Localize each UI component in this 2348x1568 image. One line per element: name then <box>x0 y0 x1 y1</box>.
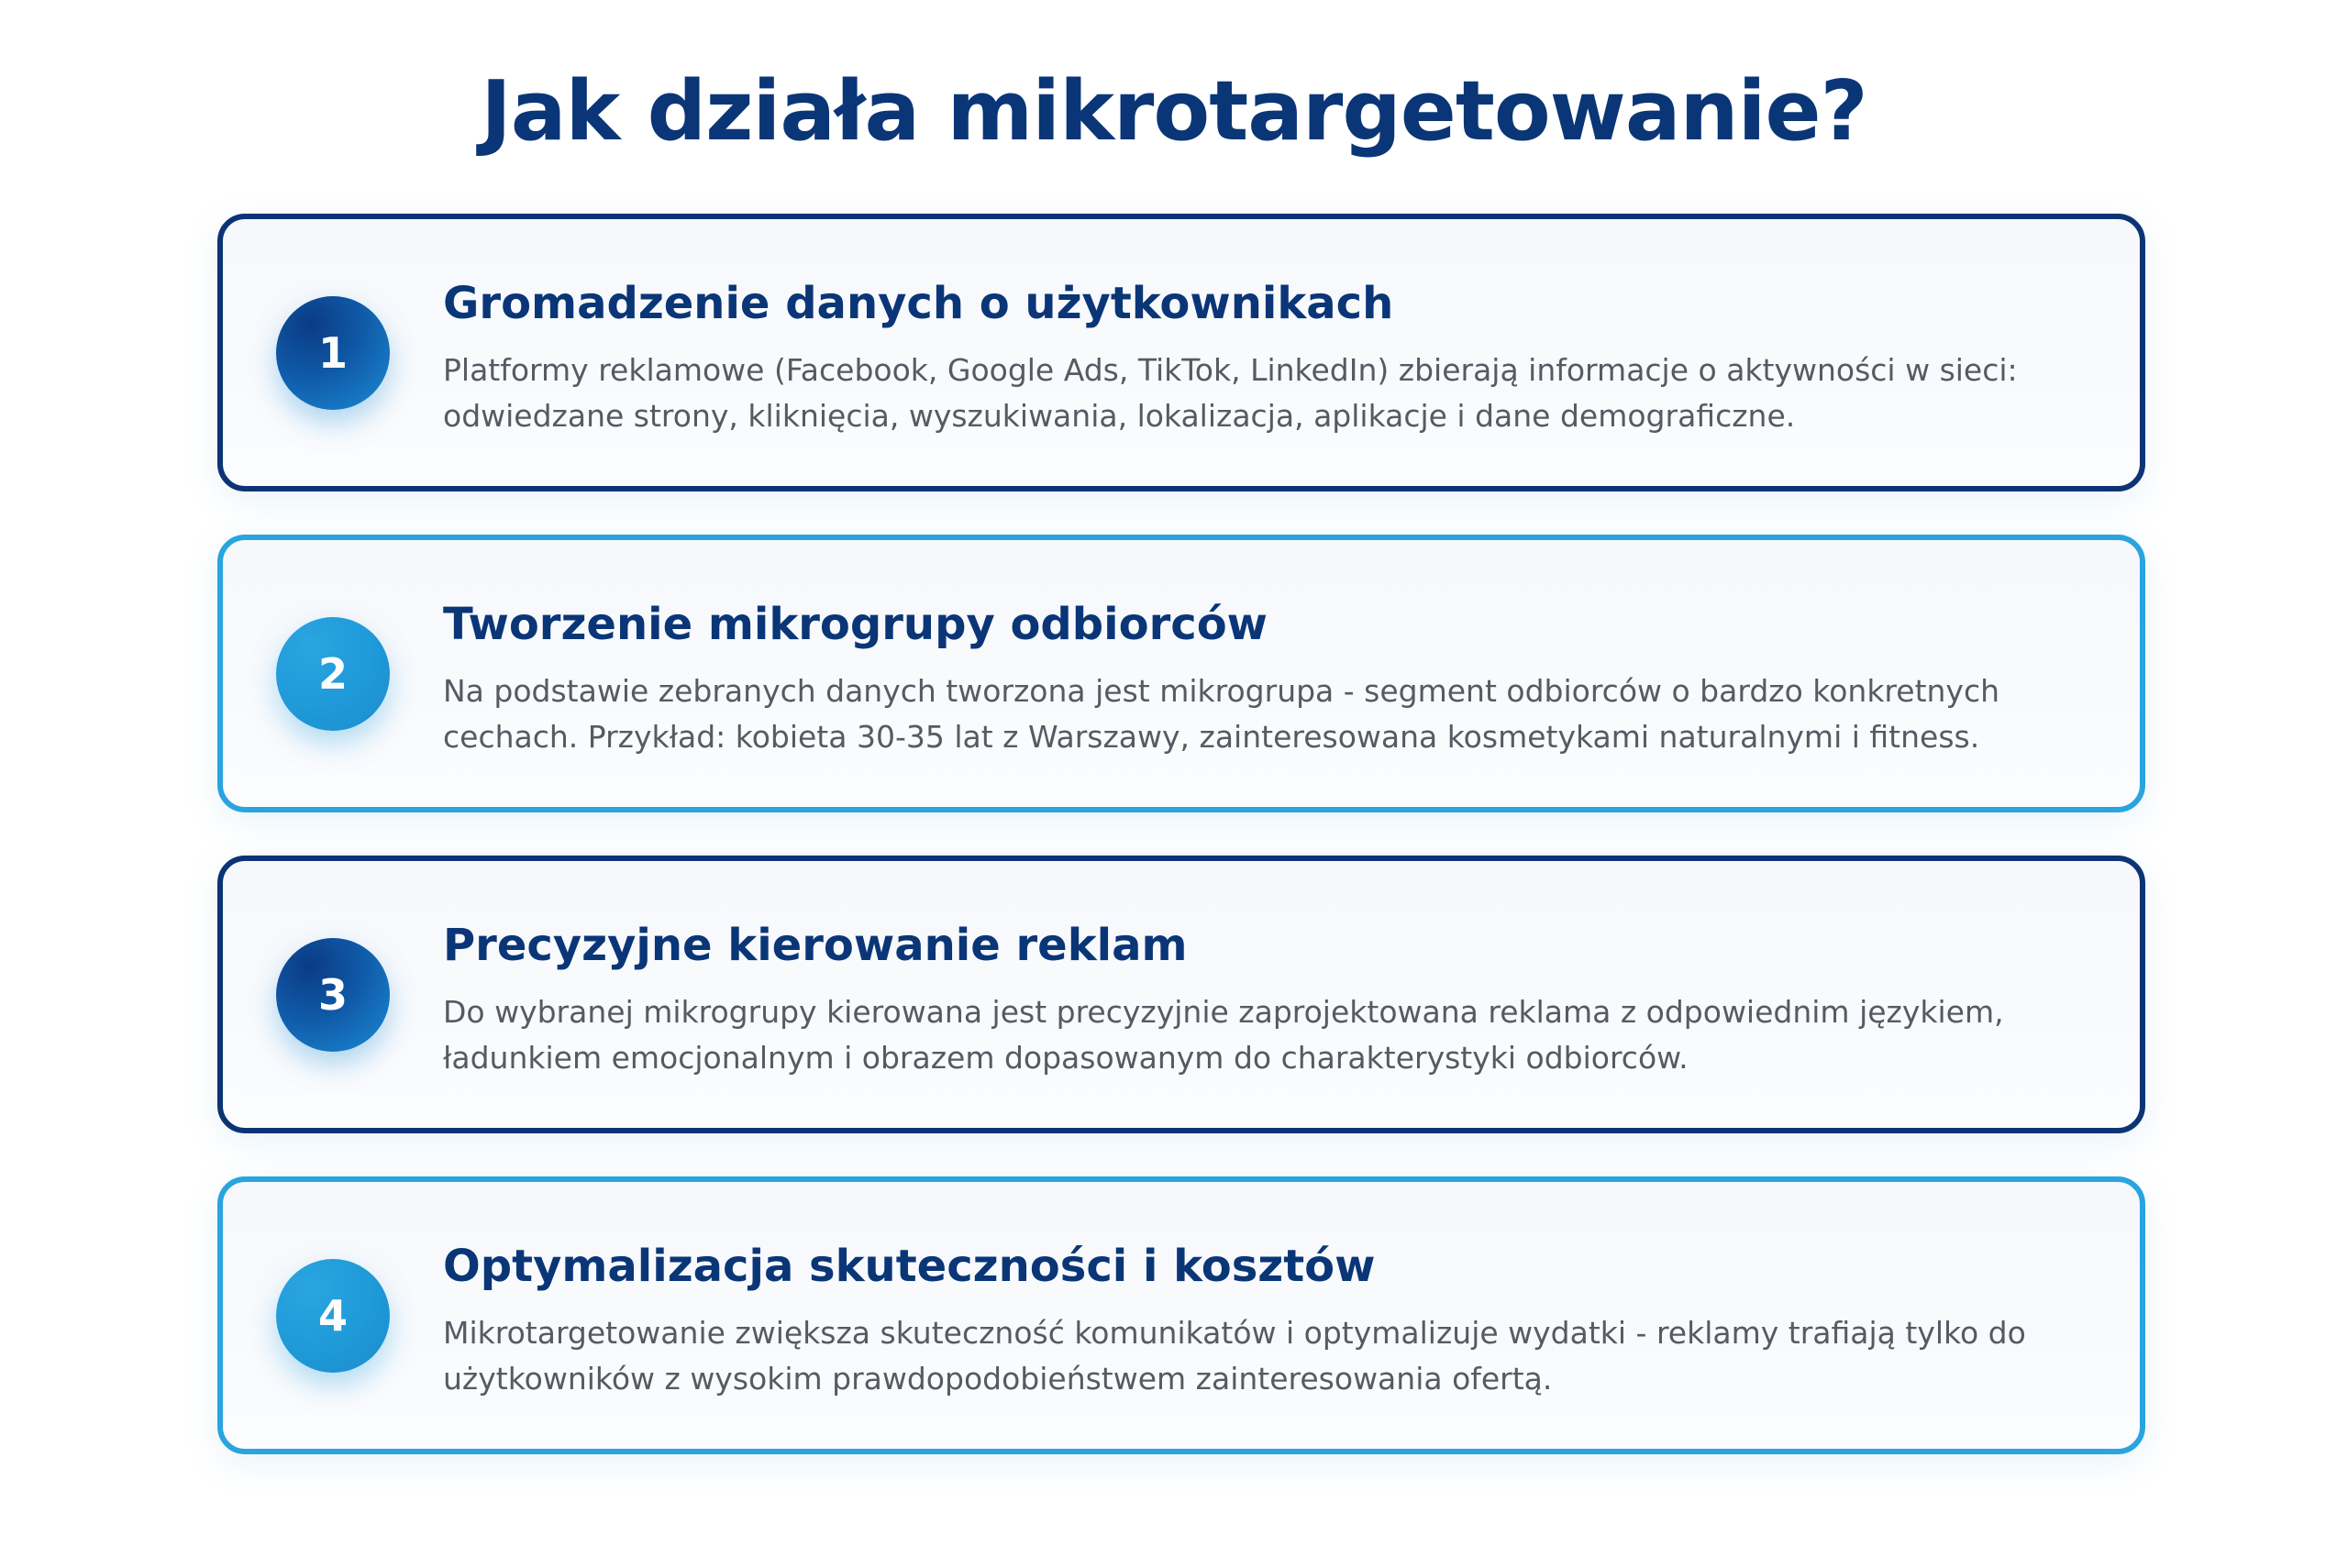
step-number-badge: 1 <box>276 296 390 410</box>
step-card-4 <box>217 1176 2145 1454</box>
step-number-badge: 3 <box>276 938 390 1052</box>
step-title: Optymalizacja skuteczności i kosztów <box>443 1241 1376 1292</box>
step-card-3 <box>217 856 2145 1133</box>
page-title: Jak działa mikrotargetowanie? <box>481 63 1867 160</box>
step-title: Tworzenie mikrogrupy odbiorców <box>443 599 1268 650</box>
step-description: Platformy reklamowe (Facebook, Google Ads, TikTok, LinkedIn) zbierają informacje o aktywności w sieci: odwiedzane strony, kliknięcia, wyszukiwania, lokalizacja, aplikacje i dane demograficzne. <box>443 352 2018 434</box>
step-number-badge: 4 <box>276 1259 390 1373</box>
step-card-1 <box>217 214 2145 491</box>
step-description: Na podstawie zebranych danych tworzona jest mikrogrupa - segment odbiorców o bardzo konkretnych cechach. Przykład: kobieta 30-35 lat z Warszawy, zainteresowana kosmetykami naturalnymi i fitness. <box>443 673 2000 755</box>
step-number-badge: 2 <box>276 617 390 731</box>
steps-list <box>217 214 2145 1497</box>
step-title: Gromadzenie danych o użytkownikach <box>443 278 1394 329</box>
step-card-2 <box>217 535 2145 812</box>
step-description: Do wybranej mikrogrupy kierowana jest precyzyjnie zaprojektowana reklama z odpowiednim językiem, ładunkiem emocjonalnym i obrazem dopasowanym do charakterystyki odbiorców. <box>443 994 2004 1076</box>
step-title: Precyzyjne kierowanie reklam <box>443 920 1188 971</box>
step-description: Mikrotargetowanie zwiększa skuteczność komunikatów i optymalizuje wydatki - reklamy trafiają tylko do użytkowników z wysokim prawdopodobieństwem zainteresowania ofertą. <box>443 1315 2026 1397</box>
